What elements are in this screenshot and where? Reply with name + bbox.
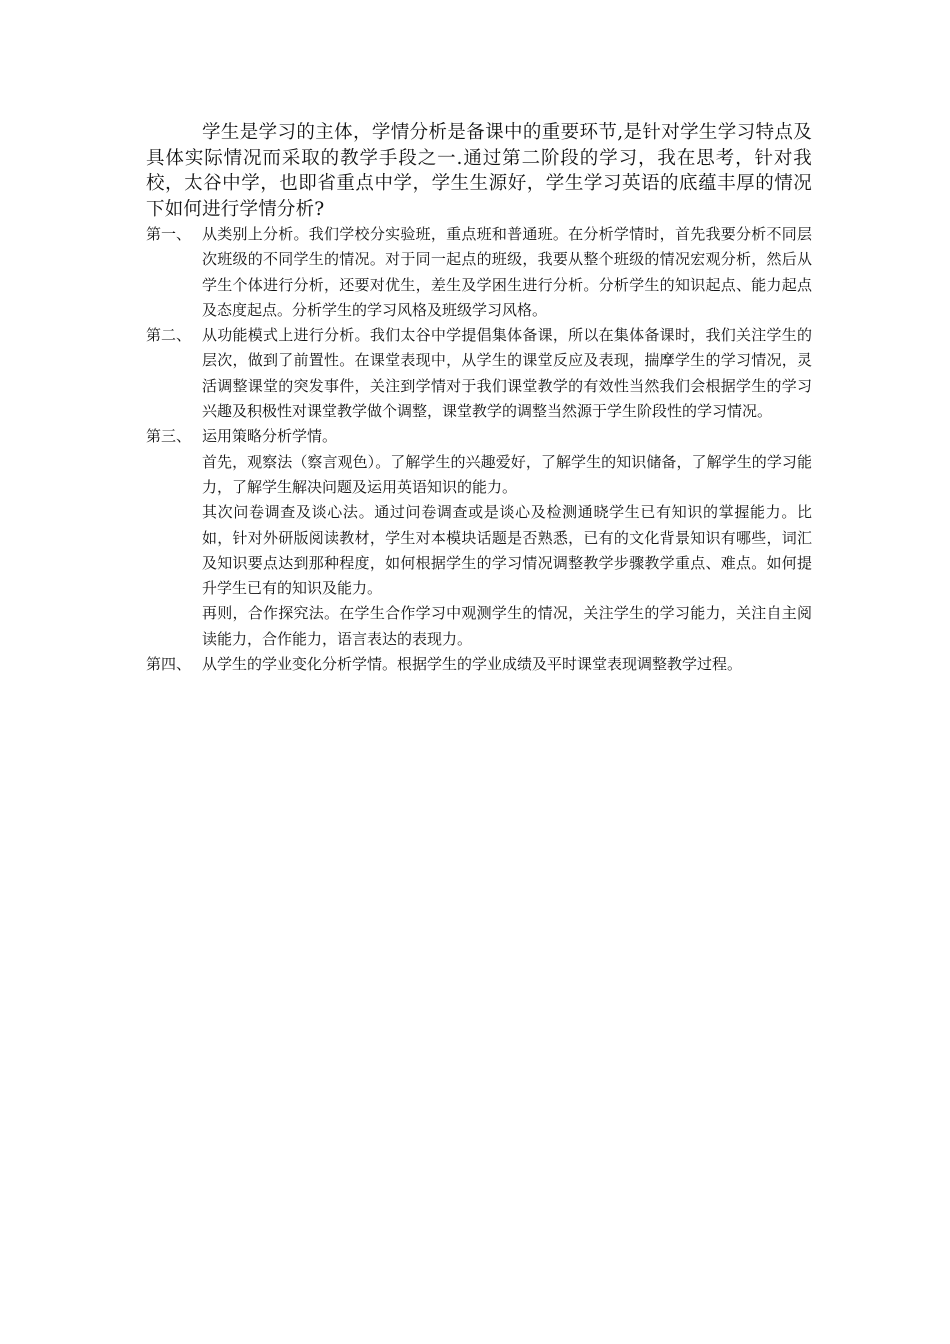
list-item-marker: 第二、 — [146, 326, 192, 345]
list-item-marker: 第三、 — [146, 427, 192, 446]
observation-method-paragraph: 首先，观察法（察言观色）。了解学生的兴趣爱好，了解学生的知识储备，了解学生的学习能力，了解学生解决问题及运用英语知识的能力。 — [202, 452, 812, 496]
list-item-marker: 第四、 — [146, 655, 192, 674]
list-item-text: 从功能模式上进行分析。我们太谷中学提倡集体备课，所以在集体备课时，我们关注学生的层次，做到了前置性。在课堂表现中，从学生的课堂反应及表现，揣摩学生的学习情况，灵活调整课堂的突发事件，关注到学情对于我们课堂教学的有效性当然我们会根据学生的学习兴趣及积极性对课堂教学做个调整，课堂教学的调整当然源于学生阶段性的学习情况。 — [202, 326, 812, 421]
list-item-third — [146, 424, 812, 652]
questionnaire-method-paragraph: 其次问卷调查及谈心法。通过问卷调查或是谈心及检测通晓学生已有知识的掌握能力。比如，针对外研版阅读教材，学生对本模块话题是否熟悉，已有的文化背景知识有哪些，词汇及知识要点达到那种程度，如何根据学生的学习情况调整教学步骤教学重点、难点。如何提升学生已有的知识及能力。 — [202, 503, 812, 598]
intro-paragraph: 学生是学习的主体，学情分析是备课中的重要环节,是针对学生学习特点及具体实际情况而采取的教学手段之一.通过第二阶段的学习，我在思考，针对我校，太谷中学，也即省重点中学，学生生源好，学生学习英语的底蕴丰厚的情况下如何进行学情分析? — [146, 122, 812, 220]
list-item-second — [146, 323, 812, 424]
list-item-first — [146, 222, 812, 323]
list-item-text: 运用策略分析学情。 — [202, 427, 338, 446]
document-body — [146, 120, 812, 677]
list-item-marker: 第一、 — [146, 225, 192, 243]
list-item-text: 从学生的学业变化分析学情。根据学生的学业成绩及平时课堂表现调整教学过程。 — [202, 655, 743, 674]
cooperative-method-paragraph: 再则，合作探究法。在学生合作学习中观测学生的情况，关注学生的学习能力，关注自主阅读能力，合作能力，语言表达的表现力。 — [202, 604, 812, 648]
list-item-fourth — [146, 652, 812, 677]
list-item-text: 从类别上分析。我们学校分实验班，重点班和普通班。在分析学情时，首先我要分析不同层次班级的不同学生的情况。对于同一起点的班级，我要从整个班级的情况宏观分析，然后从学生个体进行分析，还要对优生，差生及学困生进行分析。分析学生的知识起点、能力起点及态度起点。分析学生的学习风格及班级学习风格。 — [202, 225, 812, 319]
